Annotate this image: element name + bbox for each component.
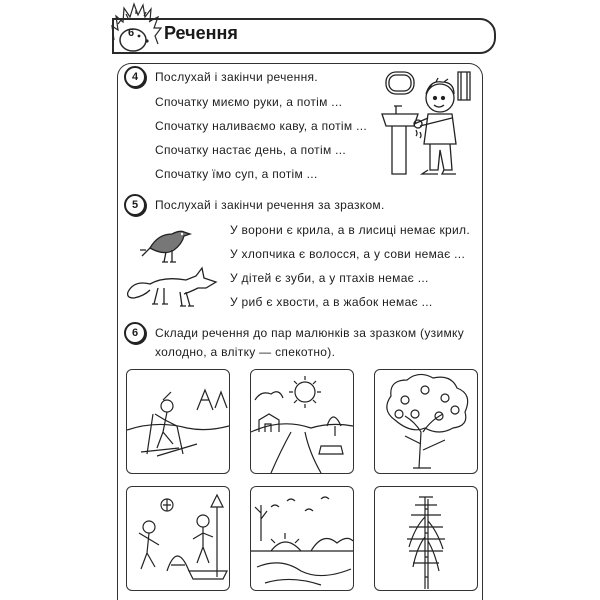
exercise-4-line-1: Спочатку миємо руки, а потім ... xyxy=(155,95,343,109)
exercise-6-instruction-line-2: холодно, а влітку — спекотно). xyxy=(155,345,336,359)
crow-illustration xyxy=(140,218,194,268)
picture-birch-tree xyxy=(374,486,478,591)
page-number: 6 xyxy=(127,27,135,39)
exercise-5-line-3: У дітей є зуби, а у птахів немає ... xyxy=(230,271,429,285)
exercise-4-line-2: Спочатку наливаємо каву, а потім ... xyxy=(155,119,367,133)
picture-children-playground xyxy=(126,486,230,591)
exercise-5-number: 5 xyxy=(124,194,146,216)
picture-apple-tree xyxy=(374,369,478,474)
hedgehog-icon xyxy=(108,0,164,52)
exercise-6-instruction-line-1: Склади речення до пар малюнків за зразком (узимку xyxy=(155,326,464,340)
picture-winter-skier xyxy=(126,369,230,474)
exercise-5-line-1: У ворони є крила, а в лисиці немає крил. xyxy=(230,223,470,237)
exercise-4-line-4: Спочатку їмо суп, а потім ... xyxy=(155,167,318,181)
fox-illustration xyxy=(124,262,220,310)
exercise-5-instruction: Послухай і закінчи речення за зразком. xyxy=(155,198,385,212)
exercise-4-number: 4 xyxy=(124,66,146,88)
exercise-4-line-3: Спочатку настає день, а потім ... xyxy=(155,143,347,157)
exercise-5-line-4: У риб є хвости, а в жабок немає ... xyxy=(230,295,433,309)
picture-autumn-sunset xyxy=(250,486,354,591)
page-title: Речення xyxy=(164,23,238,43)
picture-summer-landscape xyxy=(250,369,354,474)
exercise-5-line-2: У хлопчика є волосся, а у сови немає ... xyxy=(230,247,466,261)
exercise-6-number: 6 xyxy=(124,322,146,344)
exercise-4-instruction: Послухай і закінчи речення. xyxy=(155,70,318,84)
boy-washing-hands-illustration xyxy=(378,66,476,182)
